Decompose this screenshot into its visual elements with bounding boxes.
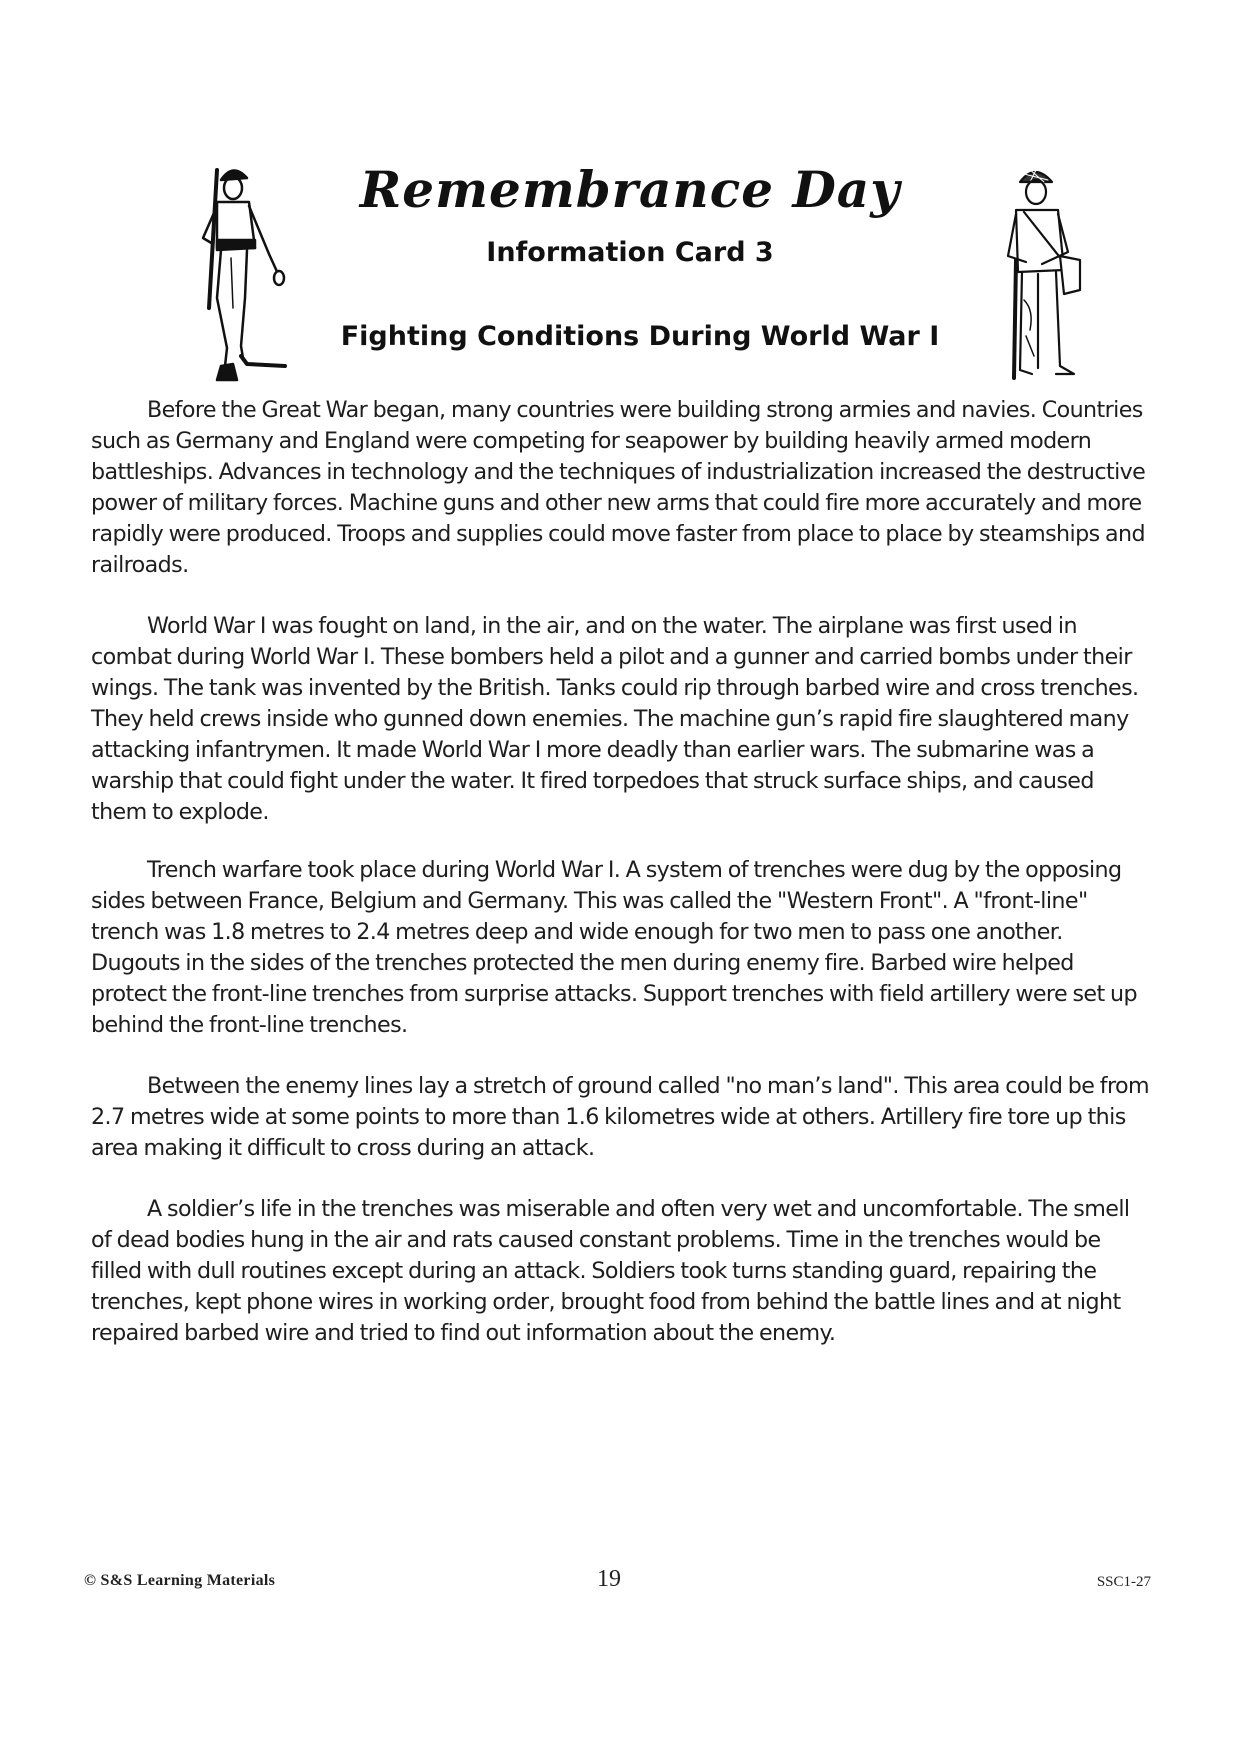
paragraph-trench-warfare: Trench warfare took place during World War I. A system of trenches were dug by the opposing sides between France, Belgium and Germany. This was called the "Western Front". A "front-line" trench was 1.8 metres to 2.4 metres deep and wide enough for two men to pass one another. Dugouts in the sides of the trenches protected the men during enemy fire. Barbed wire helped protect the front-line trenches from surprise attacks. Support trenches with field artillery were set up behind the front-line trenches.: [91, 857, 1137, 1038]
paragraph-land-air-water: World War I was fought on land, in the air, and on the water. The airplane was first used in combat during World War I. These bombers held a pilot and a gunner and carried bombs under their wings. The tank was invented by the British. Tanks could rip through barbed wire and cross trenches. They held crews inside who gunned down enemies. The machine gun’s rapid fire slaughtered many attacking infantrymen. It made World War I more deadly than earlier wars. The submarine was a warship that could fight under the water. It fired torpedoes that struck surface ships, and caused them to explode.: [91, 613, 1139, 825]
card-subtitle: Information Card 3: [486, 237, 774, 268]
product-code: SSC1-27: [1096, 1574, 1151, 1590]
page-title: Remembrance Day: [359, 160, 901, 219]
soldier-icon: [187, 158, 287, 388]
body-text: [91, 395, 1151, 1379]
publisher-credit: © S&S Learning Materials: [84, 1572, 276, 1589]
page-footer: [0, 1566, 1241, 1600]
paragraph-weapons-arms-race: Before the Great War began, many countries were building strong armies and navies. Countries such as Germany and England were competing for seapower by building heavily armed modern battleships. Advances in technology and the techniques of industrialization increased the destructive power of military forces. Machine guns and other new arms that could fire more accurately and more rapidly were produced. Troops and supplies could move faster from place to place by steamships and railroads.: [91, 397, 1146, 578]
section-heading: Fighting Conditions During World War I: [340, 321, 940, 352]
paragraph-soldier-life: A soldier’s life in the trenches was miserable and often very wet and uncomfortable. The smell of dead bodies hung in the air and rats caused constant problems. Time in the trenches would be filled with dull routines except during an attack. Soldiers took turns standing guard, repairing the trenches, kept phone wires in working order, brought food from behind the battle lines and at night repaired barbed wire and tried to find out information about the enemy.: [91, 1196, 1130, 1346]
paragraph-no-mans-land: Between the enemy lines lay a stretch of ground called "no man’s land". This area could be from 2.7 metres wide at some points to more than 1.6 kilometres wide at others. Artillery fire tore up this area making it difficult to cross during an attack.: [91, 1073, 1149, 1161]
soldier-icon: [990, 160, 1085, 385]
standing-soldier-illustration: [990, 160, 1085, 385]
walking-soldier-illustration: [187, 158, 287, 388]
page-number: 19: [597, 1566, 621, 1592]
